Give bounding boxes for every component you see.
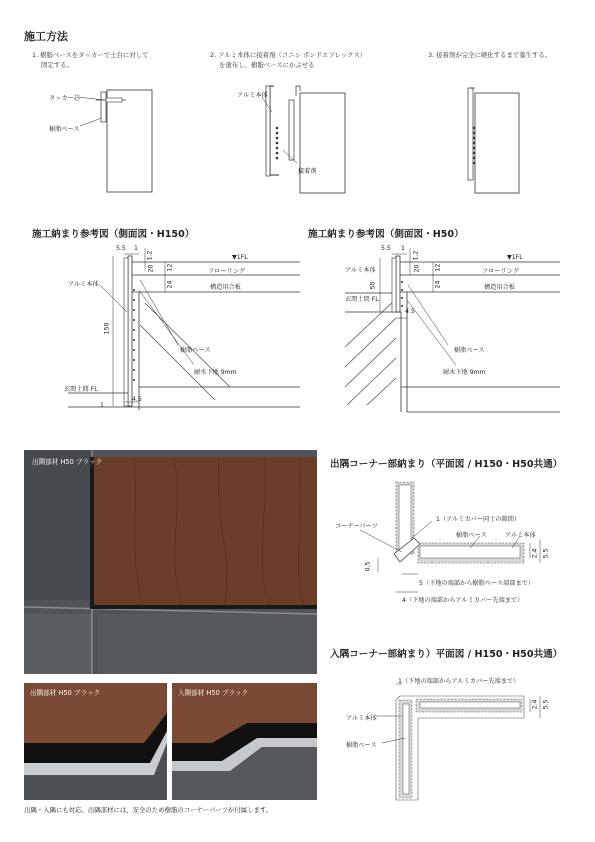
h150-label-base: 樹脂ベース xyxy=(180,347,211,354)
section-h50-title: 施工納まり参考図（側面図・H50） xyxy=(308,229,464,240)
h50-dim-12b: 12 xyxy=(434,263,442,272)
step-3-num: 3. xyxy=(428,51,435,59)
small-photo-outer-label: 出隅部材 H50 ブラック xyxy=(30,689,101,697)
inner-dim-24: 2.4 xyxy=(531,699,539,710)
h150-dim-24: 24 xyxy=(166,280,174,289)
h150-label-fl: ▼1FL xyxy=(232,254,248,261)
h150-dim-1b: 1 xyxy=(100,402,104,409)
h50-label-fl: ▼1FL xyxy=(507,254,523,261)
page-title: 施工方法 xyxy=(24,30,68,43)
h50-label-flooring: フローリング xyxy=(482,268,520,275)
h50-dim-24: 24 xyxy=(434,280,442,289)
h50-dim-20: 20 xyxy=(413,264,421,273)
inner-label-base: 樹脂ベース xyxy=(346,742,377,749)
step-2-line1: アルミ本体に接着剤（コニシ ボンドエフレックス） xyxy=(218,51,367,59)
h50-label-plywood: 構造用合板 xyxy=(484,284,515,291)
step-1-label-base: 樹脂ベース xyxy=(49,126,80,133)
outer-label-alum: アルミ本体 xyxy=(505,532,536,539)
outer-corner-title: 出隅コーナー部納まり（平面図 / H150・H50共通） xyxy=(330,459,563,470)
outer-label-corner-parts: コーナーパーツ xyxy=(335,523,378,530)
h50-dim-12: 1.2 xyxy=(412,250,420,261)
h150-label-genkan: 玄関土間 FL xyxy=(64,386,98,393)
h150-dim-1: 1 xyxy=(134,245,138,252)
main-photo-label: 出隅部材 H50 ブラック xyxy=(32,458,103,466)
small-photo-inner-label: 入隅部材 H50 ブラック xyxy=(178,689,249,697)
step-2-line2: を塗布し、樹脂ベースにかぶせる xyxy=(219,61,315,69)
h150-label-plywood: 構造用合板 xyxy=(210,284,241,291)
outer-dim-4: 4（下地の端部からアルミカバー先端まで） xyxy=(402,597,524,604)
step-2-num: 2. xyxy=(210,51,217,59)
step-1-line2: 固定する。 xyxy=(41,61,73,69)
outer-dim-5: 5（下地の端部から樹脂ベース端部まで） xyxy=(419,580,535,587)
h150-label-alum: アルミ本体 xyxy=(68,281,99,288)
inner-dim-1: 1（下地の端部からアルミカバー先端まで） xyxy=(398,678,520,685)
inner-label-alum: アルミ本体 xyxy=(346,715,377,722)
h150-dim-12: 1.2 xyxy=(146,250,154,261)
h50-dim-55: 5.5 xyxy=(381,245,391,252)
inner-corner-title: 入隅コーナー部納まり）平面図 / H150・H50共通） xyxy=(330,649,563,660)
h150-dim-55: 5.5 xyxy=(116,245,126,252)
h150-dim-150: 150 xyxy=(103,322,111,335)
h50-dim-50: 50 xyxy=(369,281,377,290)
h150-dim-20: 20 xyxy=(147,264,155,273)
step-1-num: 1. xyxy=(32,51,39,59)
outer-label-base: 樹脂ベース xyxy=(456,532,487,539)
outer-dim-05: 0.5 xyxy=(364,561,372,572)
h50-dim-1: 1 xyxy=(401,245,405,252)
step-2-label-alum: アルミ本体 xyxy=(237,92,268,99)
h50-label-board: 耐水下地 9mm xyxy=(443,369,486,376)
h150-label-board: 耐水下地 9mm xyxy=(194,369,237,376)
h50-label-base: 樹脂ベース xyxy=(454,347,485,354)
h50-dim-45: 4.5 xyxy=(405,308,415,315)
section-h150-title: 施工納まり参考図（側面図・H150） xyxy=(32,229,195,240)
outer-label-gap: 1（アルミカバー同士の隙間） xyxy=(436,516,521,523)
step-1-line1: 樹脂ベースをタッカーで土台に対して xyxy=(40,51,149,59)
h50-label-alum: アルミ本体 xyxy=(345,267,376,274)
outer-dim-24: 2.4 xyxy=(531,548,539,559)
step-1-label-tacker: タッカー芯 xyxy=(49,95,80,102)
footer-note: 出隅・入隅にも対応。出隅部材には、安全のため樹脂のコーナーパーツが付属します。 xyxy=(24,806,273,814)
outer-dim-55: 5.5 xyxy=(542,548,550,559)
h150-dim-45: 4.5 xyxy=(132,396,142,403)
inner-dim-55: 5.5 xyxy=(542,699,550,710)
step-3-line1: 接着剤が完全に硬化するまで養生する。 xyxy=(436,51,552,59)
h50-label-genkan: 玄関土間 FL xyxy=(345,296,379,303)
step-2-label-adhesive: 接着剤 xyxy=(298,168,317,175)
h150-label-flooring: フローリング xyxy=(208,268,246,275)
h150-dim-12b: 12 xyxy=(166,263,174,272)
